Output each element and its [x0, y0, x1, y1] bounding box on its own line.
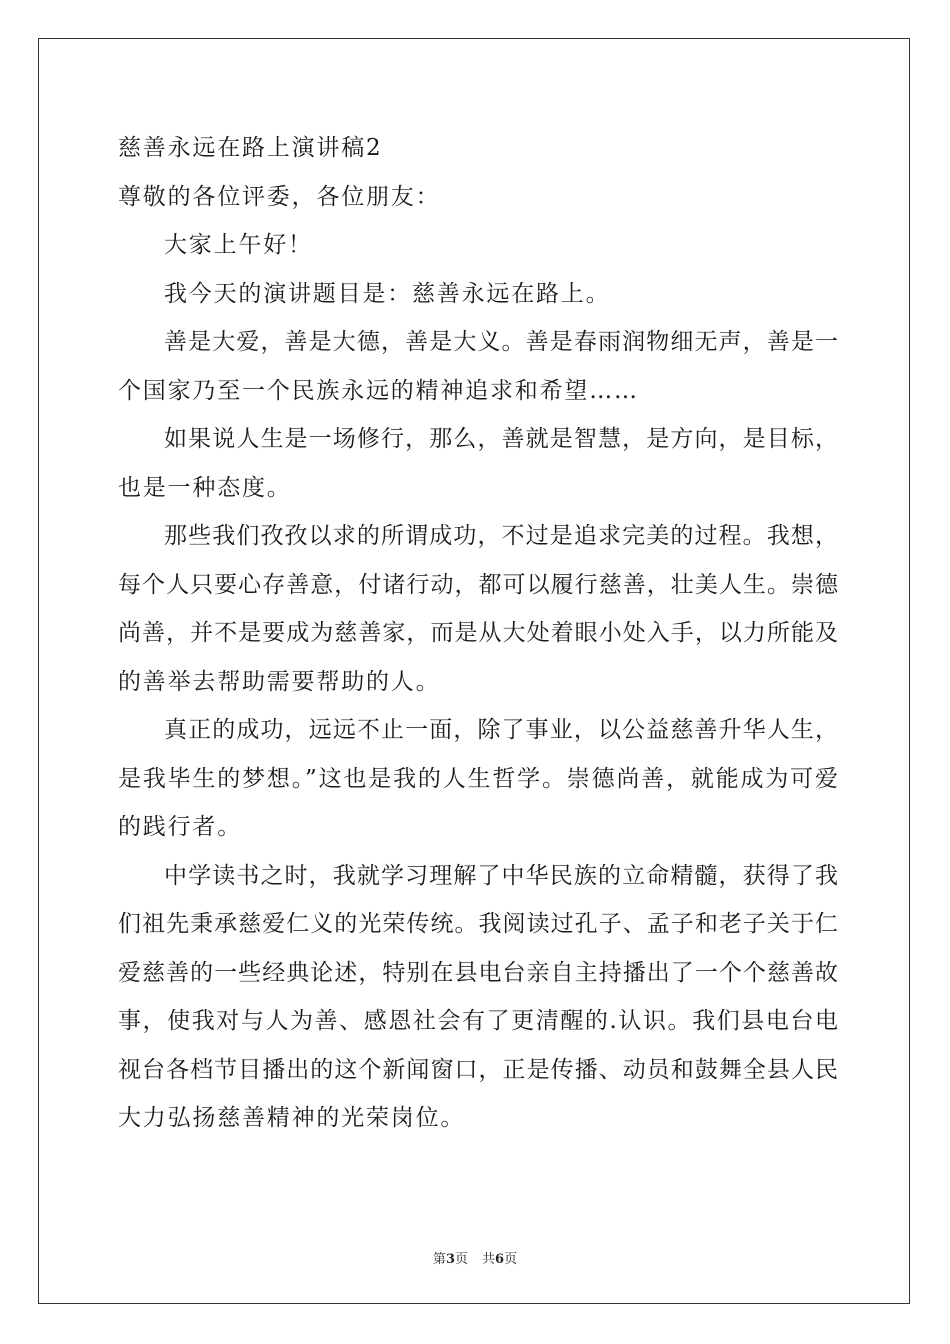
paragraph-greeting: 大家上午好！ — [164, 232, 313, 258]
paragraph-line: 善是大爱，善是大德，善是大义。善是春雨润物细无声，善是一 — [164, 329, 838, 355]
paragraph-line: 的践行者。 — [118, 814, 242, 840]
paragraph-line: 真正的成功，远远不止一面，除了事业，以公益慈善升华人生， — [164, 717, 838, 743]
document-title: 慈善永远在路上演讲稿2 — [118, 135, 383, 161]
paragraph-line: 的善举去帮助需要帮助的人。 — [118, 668, 441, 695]
page-prefix: 第 — [432, 1252, 446, 1267]
total-page-number: 6 — [495, 1252, 505, 1267]
paragraph-line: 每个人只要心存善意，付诸行动，都可以履行慈善，壮美人生。崇德 — [118, 571, 838, 598]
page-footer — [0, 1248, 950, 1267]
paragraph-line: 中学读书之时，我就学习理解了中华民族的立命精髓，获得了我 — [164, 862, 838, 889]
page-suffix: 页 — [454, 1252, 468, 1267]
paragraph-line: 们祖先秉承慈爱仁义的光荣传统。我阅读过孔子、孟子和老子关于仁 — [118, 911, 838, 937]
salutation: 尊敬的各位评委，各位朋友： — [118, 183, 441, 210]
paragraph-line: 是我毕生的梦想。”这也是我的人生哲学。崇德尚善，就能成为可爱 — [118, 765, 838, 792]
paragraph-line: 如果说人生是一场修行，那么，善就是智慧，是方向，是目标， — [164, 426, 838, 452]
paragraph-topic: 我今天的演讲题目是：慈善永远在路上。 — [164, 280, 611, 307]
document-body — [118, 124, 838, 1143]
paragraph-line: 视台各档节目播出的这个新闻窗口，正是传播、动员和鼓舞全县人民 — [118, 1056, 838, 1083]
paragraph-line: 个国家乃至一个民族永远的精神追求和希望…… — [118, 377, 639, 404]
paragraph-line: 爱慈善的一些经典论述，特别在县电台亲自主持播出了一个个慈善故 — [118, 959, 838, 986]
paragraph-line: 尚善，并不是要成为慈善家，而是从大处着眼小处入手，以力所能及 — [118, 620, 838, 646]
total-suffix: 页 — [504, 1252, 518, 1267]
paragraph-line: 也是一种态度。 — [118, 474, 292, 501]
current-page-number: 3 — [445, 1252, 455, 1267]
paragraph-line: 那些我们孜孜以求的所谓成功，不过是追求完美的过程。我想， — [164, 523, 838, 549]
paragraph-line: 大力弘扬慈善精神的光荣岗位。 — [118, 1105, 466, 1131]
total-prefix: 共 — [482, 1252, 496, 1267]
paragraph-line: 事，使我对与人为善、感恩社会有了更清醒的.认识。我们县电台电 — [118, 1008, 838, 1034]
